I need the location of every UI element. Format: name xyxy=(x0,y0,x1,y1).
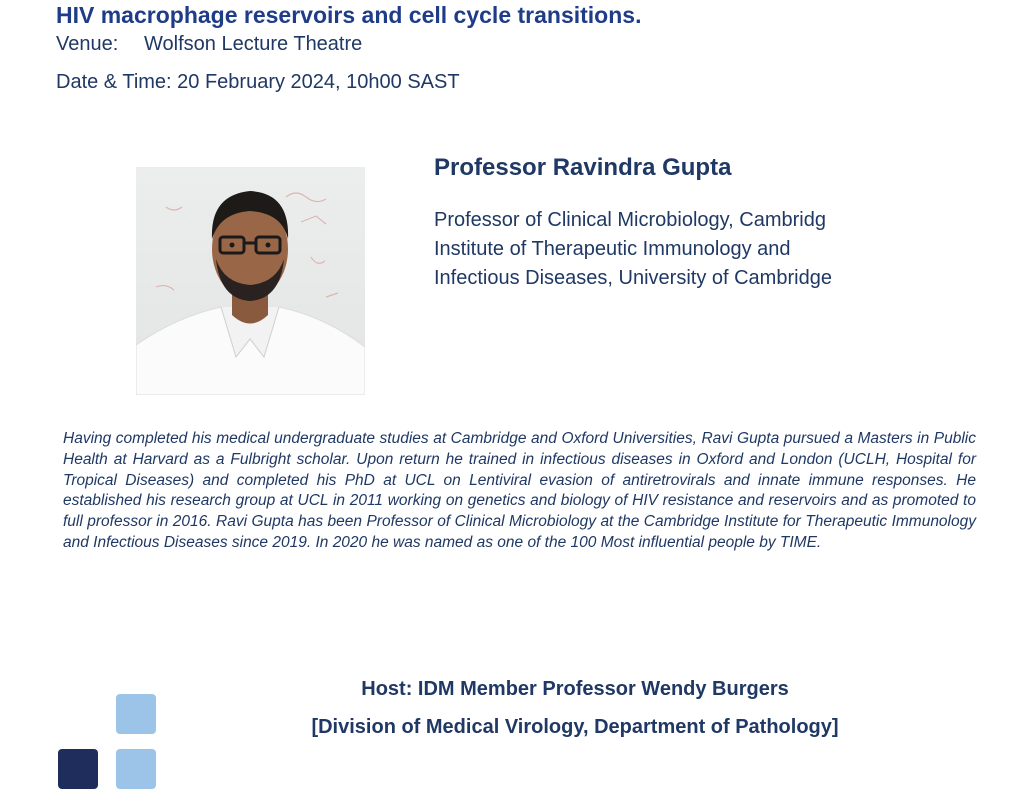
affiliation-line: Infectious Diseases, University of Cambridge xyxy=(434,267,832,289)
affiliation-line: Professor of Clinical Microbiology, Cambridg xyxy=(434,209,826,231)
speaker-name: Professor Ravindra Gupta xyxy=(434,154,732,181)
host-name: Host: IDM Member Professor Wendy Burgers xyxy=(361,678,789,700)
event-title: HIV macrophage reservoirs and cell cycle transitions. xyxy=(56,2,642,28)
speaker-photo xyxy=(136,167,365,395)
host-affiliation: [Division of Medical Virology, Department of Pathology] xyxy=(311,716,839,738)
venue-line xyxy=(56,33,362,56)
speaker-bio: Having completed his medical undergraduate studies at Cambridge and Oxford Universities, Ravi Gupta pursued a Masters in Public Health at Harvard as a Fulbright scholar. Upon return he trained in infectious diseases in Oxford and London (UCLH, Hospital for Tropical Diseases) and completed his PhD at UCL on Lentiviral evasion of antiretrovirals and innate immune responses. He established his research group at UCL in 2011 working on genetics and biology of HIV resistance and reservoirs and as promoted to full professor in 2016. Ravi Gupta has been Professor of Clinical Microbiology at the Cambridge Institute for Therapeutic Immunology and Infectious Diseases since 2019. In 2020 he was named as one of the 100 Most influential people by TIME. xyxy=(63,430,976,551)
logo-square-light xyxy=(116,694,156,734)
date-time: Date & Time: 20 February 2024, 10h00 SAST xyxy=(56,71,460,93)
venue-value: Wolfson Lecture Theatre xyxy=(144,33,363,55)
venue-label: Venue: xyxy=(56,33,119,55)
affiliation-line: Institute of Therapeutic Immunology and xyxy=(434,238,791,260)
speaker-portrait-illustration xyxy=(136,167,365,395)
logo-square-dark xyxy=(58,749,98,789)
logo-square-light xyxy=(116,749,156,789)
speaker-affiliation xyxy=(434,206,904,293)
